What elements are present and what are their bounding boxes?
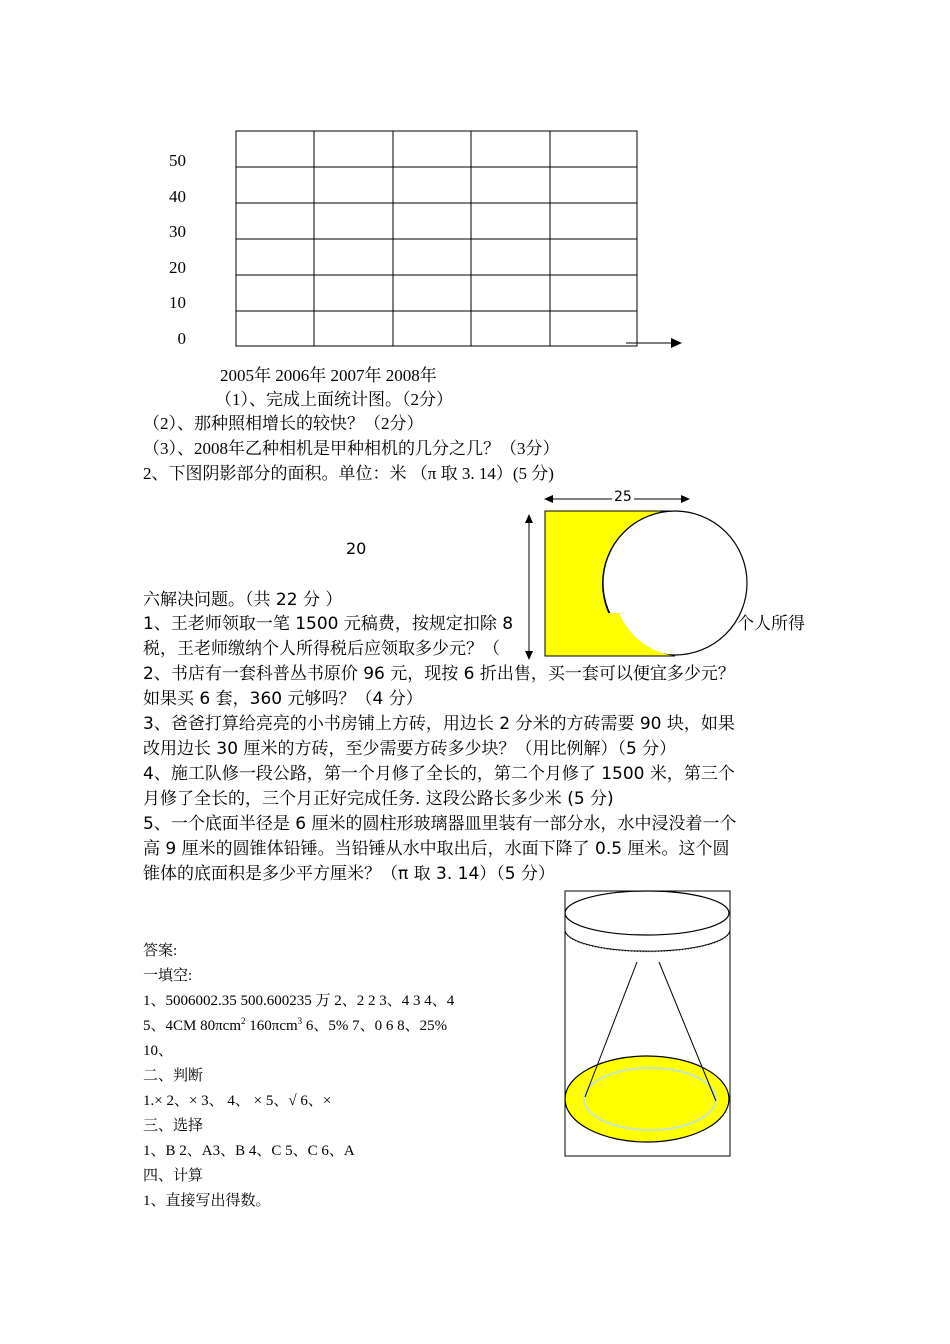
a5-mid: 160πcm: [245, 1018, 298, 1034]
y-tick-30: 30: [169, 222, 186, 241]
problem-3-line-2: 改用边长 30 厘米的方砖，至少需要方砖多少块？（用比例解）（5 分）: [143, 739, 677, 759]
y-tick-20: 20: [169, 258, 186, 277]
cylinder-top-ellipse: [565, 891, 729, 935]
answers-judgement: 1.× 2、× 3、 4、 × 5、√ 6、×: [143, 1093, 332, 1109]
a5-sup-1: 2: [241, 1016, 246, 1026]
answers-title: 答案:: [143, 943, 178, 959]
a5-post: 6、5% 7、0 6 8、25%: [302, 1018, 448, 1034]
answers-calc-1: 1、直接写出得数。: [143, 1193, 271, 1209]
answers-section-2: 二、判断: [143, 1068, 204, 1084]
problem-1-line-2: 税，王老师缴纳个人所得税后应领取多少元？（: [143, 639, 500, 659]
question-3: （3）、2008年乙种相机是甲种相机的几分之几？（3分）: [143, 439, 560, 458]
answers-line-5: [143, 1014, 447, 1035]
section-6-title: 六解决问题。（共 22 分 ）: [143, 590, 343, 610]
answers-line-1: 1、5006002.35 500.600235 万 2、2 2 3、4 3 4、4: [143, 993, 455, 1009]
y-tick-0: 0: [177, 329, 186, 348]
problem-2-line-2: 如果买 6 套，360 元够吗？（4 分）: [143, 689, 423, 709]
area-question: 2、下图阴影部分的面积。单位：米 （π 取 3. 14）(5 分): [143, 464, 554, 483]
y-tick-50: 50: [169, 151, 186, 170]
answers-line-10: 10、: [143, 1043, 174, 1059]
problem-4-line-2: 月修了全长的，三个月正好完成任务. 这段公路长多少米 (5 分): [143, 789, 614, 809]
answers-section-3: 三、选择: [143, 1118, 204, 1134]
problem-1-line-1: 1、王老师领取一笔 1500 元稿费，按规定扣除 8: [143, 614, 514, 634]
answers-section-4: 四、计算: [143, 1168, 204, 1184]
y-tick-10: 10: [169, 293, 186, 312]
problem-3-line-1: 3、爸爸打算给亮亮的小书房铺上方砖，用边长 2 分米的方砖需要 90 块，如果: [143, 714, 735, 734]
problem-5-line-3: 锥体的底面积是多少平方厘米？（π 取 3. 14）（5 分）: [143, 864, 556, 884]
width-label: 25: [614, 489, 632, 505]
problem-5-line-2: 高 9 厘米的圆锥体铅锤。当铅锤从水中取出后，水面下降了 0.5 厘米。这个圆: [143, 839, 730, 859]
problem-4-line-1: 4、施工队修一段公路，第一个月修了全长的，第二个月修了 1500 米，第三个: [143, 764, 735, 784]
x-axis-labels: 2005年 2006年 2007年 2008年: [220, 366, 437, 385]
answers-choice: 1、B 2、A3、B 4、C 5、C 6、A: [143, 1143, 355, 1159]
a5-sup-2: 3: [297, 1016, 303, 1026]
problem-1-tail: 个人所得: [737, 614, 805, 634]
question-2: （2）、那种照相增长的较快？（2分）: [143, 414, 424, 433]
answers-section-1: 一填空:: [143, 968, 193, 984]
question-1: （1）、完成上面统计图。（2分）: [215, 390, 453, 409]
y-tick-40: 40: [169, 187, 186, 206]
height-label: 20: [346, 539, 367, 558]
problem-2-line-1: 2、书店有一套科普丛书原价 96 元，现按 6 折出售，买一套可以便宜多少元？: [143, 664, 735, 684]
problem-5-line-1: 5、一个底面半径是 6 厘米的圆柱形玻璃器皿里装有一部分水，水中浸没着一个: [143, 814, 737, 834]
a5-pre: 5、4CM 80πcm: [143, 1018, 241, 1034]
